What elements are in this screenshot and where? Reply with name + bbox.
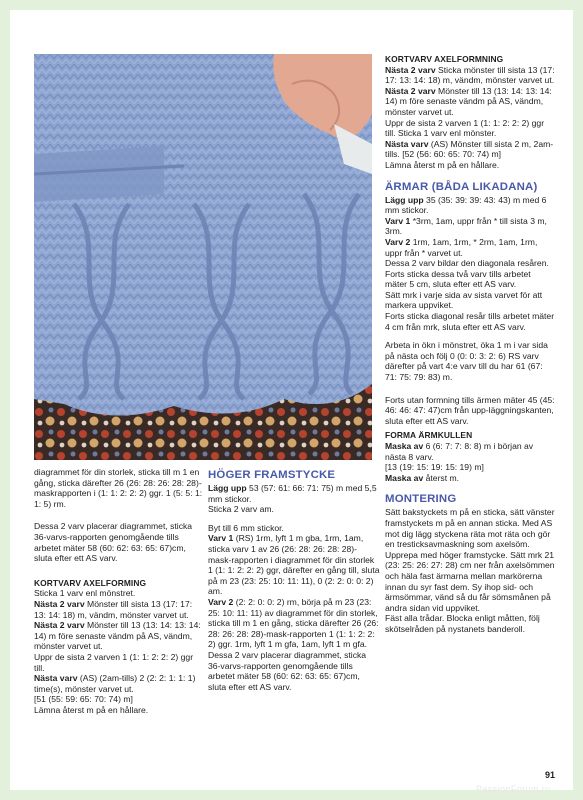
mid-line-1: Lägg upp 53 (57: 61: 66: 71: 75) m med 5,5 mm stickor. bbox=[208, 483, 377, 504]
watermark: PassionForum.ru bbox=[476, 784, 551, 794]
right-line-a2: Nästa 2 varv Mönster till 13 (13: 14: 13: 14: 14) m före senaste vändm på AS, vändm, mönster varvet ut. bbox=[385, 85, 552, 117]
right-line-b7: Forts sticka diagonal resår tills arbetet mäter 4 cm från mrk, sluta efter ett AS varv. bbox=[385, 311, 555, 332]
column-middle bbox=[208, 467, 380, 692]
right-line-e3: Fäst alla trådar. Blocka enligt måtten, följ skötselråden på nystanets banderoll. bbox=[385, 613, 540, 634]
left-paragraph-1: diagrammet för din storlek, sticka till m 1 en gång, sticka därefter 26 (26: 28: 26: 28: 28)-maskrapporten i (1: 1: 2: 2: 2) ggr. 1 (5: 5: 1: 1: 5) rm. bbox=[34, 467, 203, 509]
mid-line-6: Dessa 2 varv placerar diagrammet, sticka 36-varvs-rapporten genomgående tills arbetet mäter 58 (60: 62: 63: 65: 67)cm, sluta efter ett AS varv. bbox=[208, 649, 367, 692]
mid-line-3: Byt till 6 mm stickor. bbox=[208, 522, 284, 533]
sweater-photo-illustration bbox=[34, 54, 372, 460]
right-line-d1: Maska av 6 (6: 7: 7: 8: 8) m i början av nästa 8 varv. bbox=[385, 441, 534, 462]
left-paragraph-2: Dessa 2 varv placerar diagrammet, sticka 36-varvs-rapporten genomgående tills arbetet mäter 58 (60: 62: 63: 65: 67)cm, sluta efter ett AS varv. bbox=[34, 521, 193, 564]
heading-assembly: MONTERING bbox=[385, 493, 457, 506]
page-number: 91 bbox=[545, 770, 556, 780]
left-line-3: Nästa 2 varv Mönster till 13 (13: 14: 13: 14: 14) m före senaste vändm på AS, vändm, mönster varvet ut. bbox=[34, 620, 201, 652]
right-line-e1: Sätt bakstyckets m på en sticka, sätt vänster framstyckets m på en annan sticka. Med AS mot dig lägg styckena räta mot räta och gör en tresticksavmaskning som axelsöm. bbox=[385, 507, 555, 550]
left-line-1: Sticka 1 varv enl mönstret. bbox=[34, 588, 136, 599]
heading-sleeves: ÄRMAR (BÅDA LIKADANA) bbox=[385, 180, 538, 193]
section-heading-short-rows: KORTVARV AXELFORMING bbox=[34, 577, 147, 588]
right-line-b1: Lägg upp 35 (35: 39: 39: 43: 43) m med 6 mm stickor. bbox=[385, 194, 547, 216]
left-line-6: [51 (55: 59: 65: 70: 74) m] bbox=[34, 694, 133, 705]
right-line-b2: Varv 1 *3rm, 1am, uppr från * till sista 3 m, 3rm. bbox=[385, 215, 547, 237]
right-line-a4: Nästa varv (AS) Mönster till sista 2 m, 2am-tills. [52 (56: 60: 65: 70: 74) m] bbox=[385, 138, 554, 160]
heading-right-front: HÖGER FRAMSTYCKE bbox=[208, 469, 336, 481]
right-paragraph-c2: Forts utan formning tills ärmen mäter 45 (45: 46: 46: 47: 47)cm från upp-läggningskanten, sluta efter ett AS varv. bbox=[385, 394, 555, 426]
right-line-b6: Sätt mrk i varje sida av sista varvet för att markera uppviket. bbox=[385, 289, 543, 311]
column-left bbox=[34, 467, 204, 715]
mid-line-2: Sticka 2 varv am. bbox=[208, 504, 274, 515]
right-line-b5: Forts sticka dessa två varv tills arbetet mäter 5 cm, sluta efter ett AS varv. bbox=[385, 268, 531, 290]
right-line-a3: Uppr de sista 2 varven 1 (1: 1: 2: 2: 2) ggr till. Sticka 1 varv enl mönster. bbox=[385, 117, 545, 139]
section-heading-sleeve-cap: FORMA ÄRMKULLEN bbox=[385, 430, 473, 441]
left-line-2: Nästa 2 varv Mönster till sista 13 (17: 17: 13: 14: 18) m, vändm, mönster varvet ut. bbox=[34, 598, 193, 620]
mid-line-5: Varv 2 (2: 2: 0: 0: 2) rm, börja på m 23 (23: 25: 10: 11: 11) av diagrammet för din storlek, sticka till m 1 en gång, sticka därefter 26 (26: 28: 26: 28: 28)-mask-rapporten 1 (1: 1: 2: 2: 2) ggr. 1rm, lyft 1 m gfa, 1am, lyft 1 m gfa. bbox=[208, 596, 379, 650]
right-line-e2: Upprepa med höger framstycke. Sätt mrk 21 (23: 25: 26: 27: 28) cm ner från axelsömmen och häla fast ärmarna mellan markörerna innan du syr fast dem. Sy ihop sid- och ärmsömmar, vänd så du får sömsmånen på andra sidan vid uppviket. bbox=[385, 549, 555, 613]
right-line-d2: [13 (19: 15: 19: 15: 19) m] bbox=[385, 462, 484, 473]
right-line-a1: Nästa 2 varv Sticka mönster till sista 13 (17: 17: 13: 14: 18) m, vändm, mönster varvet ut. bbox=[385, 64, 555, 86]
column-right bbox=[385, 52, 555, 635]
mid-line-4: Varv 1 (RS) 1rm, lyft 1 m gba, 1rm, 1am, sticka varv 1 av 26 (26: 28: 26: 28: 28)-mask-rapporten i diagrammet för din storlek 1 (1: 1: 2: 2: 2) ggr, därefter en gång till, sluta på m 23 (23: 25: 10: 11: 11), 0 (2: 2: 0: 0: 2) am. bbox=[208, 533, 380, 597]
right-paragraph-c1: Arbeta in ökn i mönstret, öka 1 m i var sida på nästa och följ 0 (0: 0: 3: 2: 6) RS varv därefter på vart 4:e varv till du har 61 (67: 71: 75: 79: 83) m. bbox=[385, 340, 548, 383]
right-line-b3: Varv 2 1rm, 1am, 1rm, * 2rm, 1am, 1rm, uppr från * varvet ut. bbox=[385, 236, 538, 258]
right-line-d3: Maska av återst m. bbox=[385, 472, 460, 483]
section-heading-short-rows-2: KORTVARV AXELFORMNING bbox=[385, 54, 504, 64]
left-line-5: Nästa varv (AS) (2am-tills) 2 (2: 2: 1: 1: 1) time(s), mönster varvet ut. bbox=[34, 673, 196, 694]
right-line-a5: Lämna återst m på en hållare. bbox=[385, 159, 500, 170]
left-line-4: Uppr de sista 2 varven 1 (1: 1: 2: 2: 2) ggr till. bbox=[34, 651, 194, 673]
left-line-7: Lämna återst m på en hållare. bbox=[34, 704, 149, 715]
right-line-b4: Dessa 2 varv bildar den diagonala resåren. bbox=[385, 258, 549, 269]
sweater-photo bbox=[34, 54, 372, 460]
